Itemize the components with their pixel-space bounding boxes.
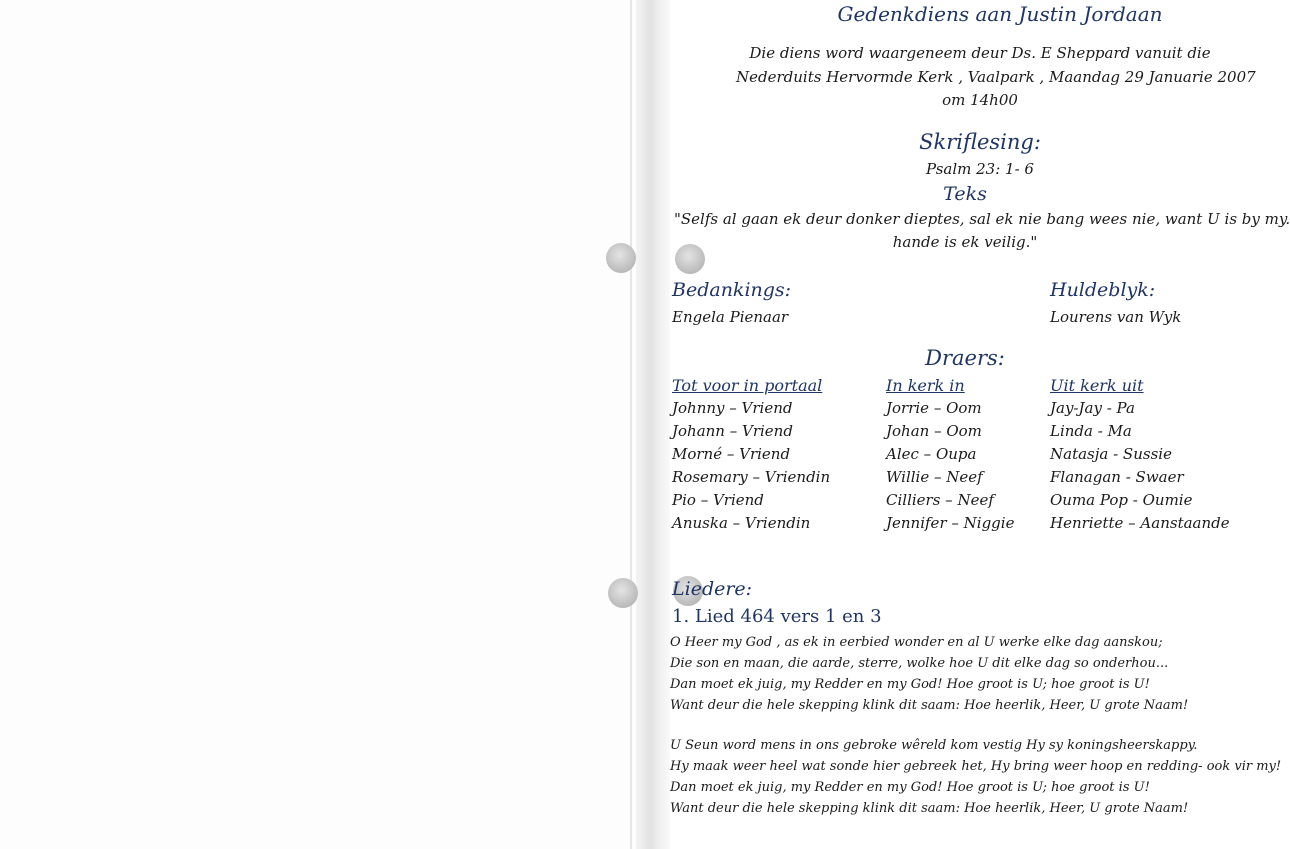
program-page [660, 0, 1290, 849]
service-line-3: om 14h00 [942, 91, 1018, 109]
draers-column-2-heading: In kerk in [886, 376, 965, 395]
song-verse-2-line: Dan moet ek juig, my Redder en my God! Hoe groot is U; hoe groot is U! [670, 780, 1150, 795]
draers-column-2-name: Jennifer – Niggie [886, 514, 1015, 532]
draers-column-2-name: Cilliers – Neef [886, 491, 994, 509]
song-verse-1-line: Die son en maan, die aarde, sterre, wolke hoe U dit elke dag so onderhou... [670, 656, 1169, 671]
draers-column-2-name: Willie – Neef [886, 468, 983, 486]
draers-column-3-name: Jay-Jay - Pa [1050, 399, 1135, 417]
teks-line-2: hande is ek veilig." [892, 233, 1038, 251]
bedankings-name: Engela Pienaar [672, 308, 789, 326]
draers-column-1-name: Johnny – Vriend [672, 399, 793, 417]
song-verse-2-line: Hy maak weer heel wat sonde hier gebreek het, Hy bring weer hoop en redding- ook vir my! [670, 759, 1282, 774]
song-verse-2-line: U Seun word mens in ons gebroke wêreld kom vestig Hy sy koningsheerskappy. [670, 738, 1198, 753]
song-verse-1-line: Dan moet ek juig, my Redder en my God! Hoe groot is U; hoe groot is U! [670, 677, 1150, 692]
draers-column-3-name: Linda - Ma [1050, 422, 1132, 440]
huldeblyk-name: Lourens van Wyk [1050, 308, 1182, 326]
punch-hole-bottom-left [608, 578, 638, 608]
draers-column-3-name: Flanagan - Swaer [1050, 468, 1184, 486]
punch-hole-top-left [606, 243, 636, 273]
draers-column-1-name: Rosemary – Vriendin [672, 468, 831, 486]
draers-column-1-name: Morné – Vriend [672, 445, 791, 463]
song-verse-1-line: Want deur die hele skepping klink dit saam: Hoe heerlik, Heer, U grote Naam! [670, 698, 1189, 713]
draers-column-2-name: Jorrie – Oom [886, 399, 982, 417]
draers-column-1-name: Anuska – Vriendin [672, 514, 811, 532]
song-verse-2-line: Want deur die hele skepping klink dit saam: Hoe heerlik, Heer, U grote Naam! [670, 801, 1189, 816]
service-line-1: Die diens word waargeneem deur Ds. E Sheppard vanuit die [749, 44, 1211, 62]
bedankings-heading: Bedankings: [672, 279, 792, 301]
huldeblyk-heading: Huldeblyk: [1050, 279, 1156, 301]
teks-line-1: "Selfs al gaan ek deur donker dieptes, sal ek nie bang wees nie, want U is by my. [674, 210, 1290, 228]
song-title: 1. Lied 464 vers 1 en 3 [672, 606, 882, 627]
skriflesing-reference: Psalm 23: 1- 6 [926, 160, 1034, 178]
draers-column-3-heading: Uit kerk uit [1050, 376, 1144, 395]
skriflesing-heading: Skriflesing: [919, 130, 1041, 154]
draers-column-3-name: Ouma Pop - Oumie [1050, 491, 1193, 509]
liedere-heading: Liedere: [672, 578, 753, 600]
service-line-2: Nederduits Hervormde Kerk , Vaalpark , Maandag 29 Januarie 2007 [736, 68, 1256, 86]
draers-column-1-heading: Tot voor in portaal [672, 376, 823, 395]
page-fold-edge [630, 0, 632, 849]
page-title: Gedenkdiens aan Justin Jordaan [837, 2, 1163, 26]
teks-heading: Teks [943, 183, 987, 205]
draers-column-1-name: Pio – Vriend [672, 491, 764, 509]
draers-column-1-name: Johann – Vriend [672, 422, 793, 440]
draers-column-2-name: Johan – Oom [886, 422, 982, 440]
draers-column-3-name: Henriette – Aanstaande [1050, 514, 1230, 532]
draers-heading: Draers: [925, 346, 1005, 370]
draers-column-2-name: Alec – Oupa [886, 445, 977, 463]
left-page-blank [0, 0, 640, 849]
draers-column-3-name: Natasja - Sussie [1050, 445, 1172, 463]
song-verse-1-line: O Heer my God , as ek in eerbied wonder en al U werke elke dag aanskou; [670, 635, 1163, 650]
